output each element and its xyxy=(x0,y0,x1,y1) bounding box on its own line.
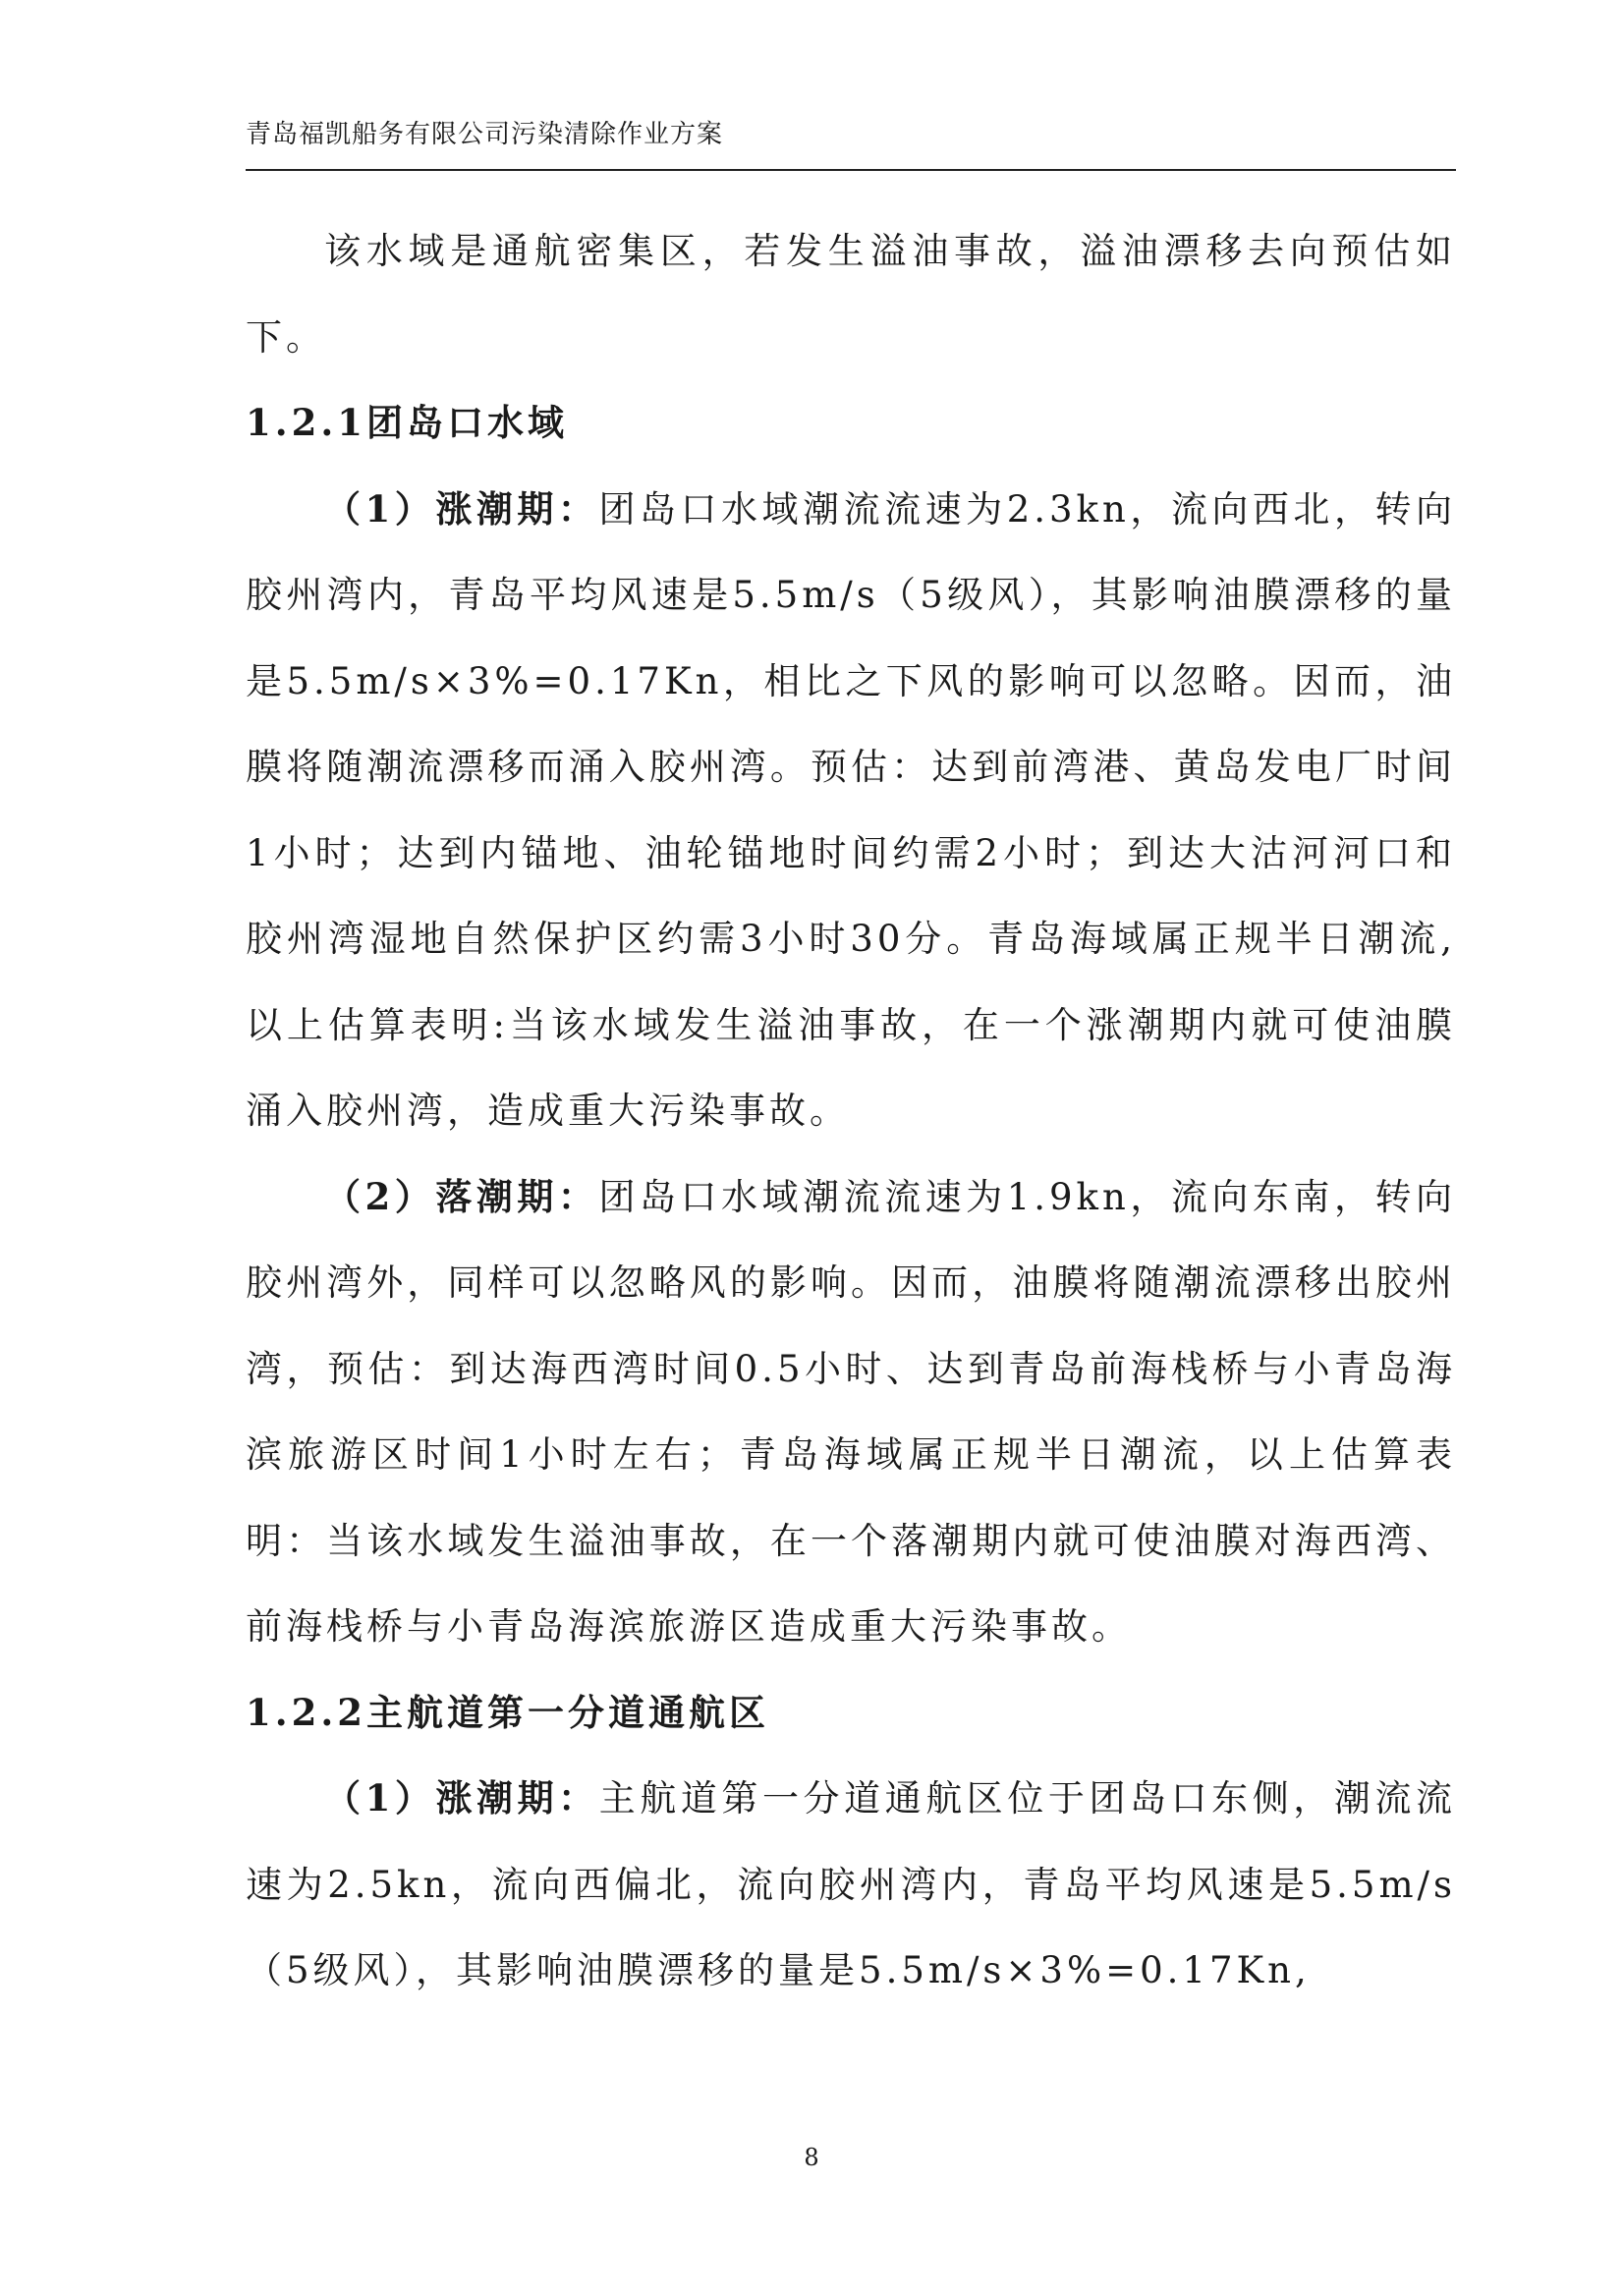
paragraph-lead: （1）涨潮期： xyxy=(324,486,599,531)
paragraph-lead: （2）落潮期： xyxy=(324,1174,599,1218)
paragraph-ebb-tide xyxy=(246,1154,1456,1670)
paragraph-text: 主航道第一分道通航区位于团岛口东侧，潮流流速为2.5kn，流向西偏北，流向胶州湾内，青岛平均风速是5.5m/s（5级风），其影响油膜漂移的量是5.5m/s×3%=0.17Kn, xyxy=(246,1777,1456,1991)
page-number: 8 xyxy=(804,2144,819,2171)
header-divider xyxy=(246,169,1456,171)
section-heading-tuandaokou: 1.2.1团岛口水域 xyxy=(246,401,568,444)
page-header-title: 青岛福凯船务有限公司污染清除作业方案 xyxy=(246,120,724,149)
paragraph-flood-tide xyxy=(246,1756,1456,2014)
paragraph-lead: （1）涨潮期： xyxy=(324,1776,599,1820)
paragraph-text: 团岛口水域潮流流速为2.3kn，流向西北，转向胶州湾内，青岛平均风速是5.5m/s（5级风），其影响油膜漂移的量是5.5m/s×3%=0.17Kn，相比之下风的影响可以忽略。因而，油膜将随潮流漂移而涌入胶州湾。预估：达到前湾港、黄岛发电厂时间1小时；达到内锚地、油轮锚地时间约需2小时；到达大沽河河口和胶州湾湿地自然保护区约需3小时30分。青岛海域属正规半日潮流,以上估算表明:当该水域发生溢油事故，在一个涨潮期内就可使油膜涌入胶州湾，造成重大污染事故。 xyxy=(246,487,1457,1132)
paragraph-text: 团岛口水域潮流流速为1.9kn，流向东南，转向胶州湾外，同样可以忽略风的影响。因而，油膜将随潮流漂移出胶州湾，预估：到达海西湾时间0.5小时、达到青岛前海栈桥与小青岛海滨旅游区时间1小时左右；青岛海域属正规半日潮流，以上估算表明：当该水域发生溢油事故，在一个落潮期内就可使油膜对海西湾、前海栈桥与小青岛海滨旅游区造成重大污染事故。 xyxy=(246,1175,1457,1648)
paragraph-flood-tide xyxy=(246,467,1456,1154)
document-body xyxy=(246,208,1456,2014)
intro-paragraph: 该水域是通航密集区，若发生溢油事故，溢油漂移去向预估如下。 xyxy=(246,230,1456,359)
section-heading-main-channel: 1.2.2主航道第一分道通航区 xyxy=(246,1690,769,1734)
